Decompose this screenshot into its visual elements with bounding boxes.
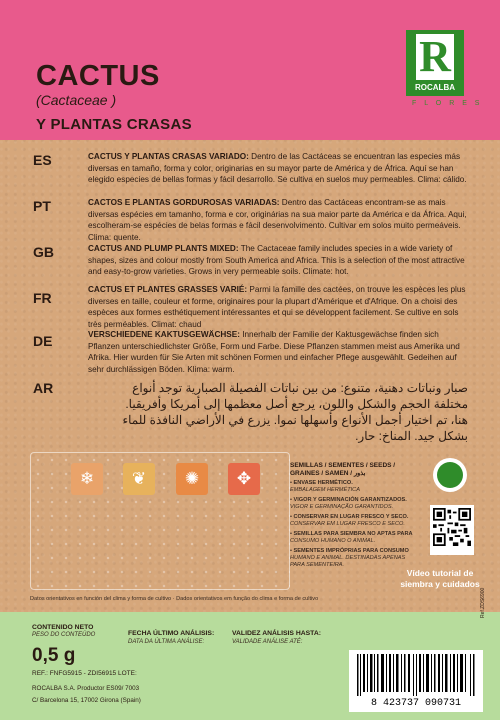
legend-item-b: VIGOR E GERMINAÇÃO GARANTIDOS. — [290, 504, 394, 510]
seeds-legend — [290, 480, 415, 572]
legend-item: • SEMILLAS PARA SIEMBRA NO APTAS PARA CONSUMO HUMANO O ANIMAL. — [290, 531, 413, 544]
legend-heading-1: SEMILLAS / SEMENTES / SEEDS / — [290, 462, 396, 469]
description-gb — [88, 243, 468, 278]
logo-letter: R — [416, 34, 454, 80]
legend-item: • SEMENTES IMPRÓPRIAS PARA CONSUMO HUMANO E ANIMAL. DESTINADAS APENAS PARA SEMENTEIRA. — [290, 548, 409, 568]
legend-item-b: EMBALAGEM HERMÉTICA — [290, 487, 360, 493]
analysis-date-label: FECHA ÚLTIMO ANÁLISIS: — [128, 630, 215, 637]
lang-code-ar: AR — [33, 380, 54, 396]
product-title: CACTUS — [36, 60, 160, 92]
video-tutorial-label[interactable] — [390, 568, 490, 590]
producer: ROCALBA S.A. Productor ES09/ 7003 — [32, 685, 140, 692]
description-pt — [88, 197, 468, 243]
qr-code-icon — [433, 508, 471, 546]
description-fr — [88, 284, 468, 330]
legend-item-b: CONSERVAR EM LUGAR FRESCO E SECO. — [290, 521, 405, 527]
green-dot-icon — [433, 458, 467, 492]
seeds-legend-heading — [290, 462, 395, 478]
legend-item-a: ENVASE HERMÉTICO. — [293, 480, 353, 486]
net-weight: 0,5 g — [32, 645, 76, 666]
video-line-2: siembra y cuidados — [400, 579, 480, 589]
video-line-1: Vídeo tutorial de — [406, 568, 474, 578]
legend-item-a: VIGOR Y GERMINACIÓN GARANTIZADOS. — [293, 497, 407, 503]
rocalba-logo — [406, 30, 464, 96]
lang-code-fr: FR — [33, 290, 52, 306]
product-subtitle: Y PLANTAS CRASAS — [36, 116, 192, 133]
description-gb-head: CACTUS AND PLUMP PLANTS MIXED: — [88, 244, 239, 253]
legend-item: • VIGOR Y GERMINACIÓN GARANTIZADOS. VIGOR E GERMINAÇÃO GARANTIDOS. — [290, 497, 407, 510]
description-es-text: Dentro de las Cactáceas se encuentran las especies más diversas en tamaño, forma y color, originarias en su mayor parte de América y de África. Aquí se han elegido especies de bellas formas y fácil desarrollo. Se cultiva en suelos muy permeables. Clima: cálido. — [88, 152, 467, 184]
barcode-number: 8 423737 090731 — [370, 698, 461, 709]
reference-codes: REF.: FNFG5915 - ZDI56915 LOTE: — [32, 670, 137, 677]
net-content-sub: PESO DO CONTEÚDO — [32, 632, 96, 638]
legend-item-a: CONSERVAR EN LUGAR FRESCO Y SECO. — [293, 514, 409, 520]
description-pt-head: CACTOS E PLANTAS GORDUROSAS VARIADAS: — [88, 198, 280, 207]
lang-code-gb: GB — [33, 244, 54, 260]
lang-code-pt: PT — [33, 198, 51, 214]
legend-item-b: CONSUMO HUMANO O ANIMAL. — [290, 538, 376, 544]
analysis-valid-sub: VALIDADE ANÁLISE ATÉ: — [232, 639, 303, 645]
description-de-text: Innerhalb der Familie der Kaktusgewächse finden sich Pflanzen unterschiedlichster Größe, Form und Farbe. Diese Pflanzen stammen meist aus Amerika und Afrika. Hier wurden für Sie Arten mit schönen Formen und einfacher Pflege ausgewählt. Gedeihen auf sehr durchlässigen Böden. Klima: warm. — [88, 330, 460, 374]
description-de — [88, 329, 468, 375]
legend-heading-2: GRAINES / SAMEN / بذور — [290, 470, 366, 477]
legend-item: • ENVASE HERMÉTICO. EMBALAGEM HERMÉTICA — [290, 480, 360, 493]
sun-icon: ✺ — [176, 463, 208, 495]
description-gb-text: The Cactaceae family includes species in a wide variety of shapes, sizes and colour mostly from South America and Africa. This is a selection of the most attractive and easy-to-grow varieties. Grows in very permeable soils. Climate: hot. — [88, 244, 465, 276]
legend-item-a: SEMENTES IMPRÓPRIAS PARA CONSUMO — [293, 548, 409, 554]
address: C/ Barcelona 15, 17002 Girona (Spain) — [32, 697, 141, 704]
disclaimer: Datos orientativos en función del clima y forma de cultivo · Dados orientativos em função do clima e forma de cultivo — [30, 596, 319, 602]
analysis-valid-label: VALIDEZ ANÁLISIS HASTA: — [232, 630, 321, 637]
description-fr-text: Parmi la famille des cactées, on trouve les espèces les plus diverses en taille, couleur et forme, originaires pour la plupart d'Amérique et d'Afrique. On a choisi des espèces aux formes esthétiquement intéressantes et qui se développent facilement. Se cultive en sols très perméables. Climat: chaud — [88, 285, 466, 329]
legend-item-a: SEMILLAS PARA SIEMBRA NO APTAS PARA — [293, 531, 413, 537]
legend-item: • CONSERVAR EN LUGAR FRESCO Y SECO. CONSERVAR EM LUGAR FRESCO E SECO. — [290, 514, 409, 527]
snowflake-icon: ❄ — [71, 463, 103, 495]
qr-code[interactable] — [430, 505, 474, 555]
lang-code-es: ES — [33, 152, 52, 168]
description-es-head: CACTUS Y PLANTAS CRASAS VARIADO: — [88, 152, 249, 161]
description-fr-head: CACTUS ET PLANTES GRASSES VARIÉ: — [88, 285, 248, 294]
sowing-calendar-panel — [30, 452, 290, 590]
leaf-icon: ❦ — [123, 463, 155, 495]
lang-code-de: DE — [33, 333, 53, 349]
description-ar: صبار ونباتات دهنية، متنوع: من بين نباتات الفصيلة الصبارية توجد أنواع مختلفة الحجم والشكل واللون، يرجع أصل معظمها إلى أمريكا وأفريقيا. هنا، تم اختيار أجمل الأنواع وأسهلها نموا. يزرع في الأراضي النافذة للماء بشكل جيد. المناخ: حار. — [122, 381, 468, 443]
description-de-head: VERSCHIEDENE KAKTUSGEWÄCHSE: — [88, 330, 240, 339]
maple-leaf-icon: ✥ — [228, 463, 260, 495]
description-es — [88, 151, 468, 186]
description-pt-text: Dentro das Cactáceas encontram-se as mais diversas espécies em tamanho, forma e cor, originárias na sua maior parte da América e da África. Aqui, escolheram-se espécies de belas formas e fácil desenvolvimento. Cultivar em solos muito permeáveis. Clima: quente. — [88, 198, 467, 242]
barcode — [349, 650, 483, 712]
logo-brand: ROCALBA — [415, 83, 455, 92]
analysis-date-sub: DATA DA ÚLTIMA ANÁLISE: — [128, 639, 205, 645]
side-code: Ref.ZDS6900 — [480, 587, 486, 618]
barcode-icon — [355, 654, 477, 696]
legend-item-b: HUMANO E ANIMAL. DESTINADAS APENAS PARA SEMENTEIRA. — [290, 555, 406, 568]
logo-flores: F L O R E S — [412, 100, 483, 107]
net-content-label: CONTENIDO NETO — [32, 624, 94, 631]
botanical-family: (Cactaceae ) — [36, 92, 117, 108]
